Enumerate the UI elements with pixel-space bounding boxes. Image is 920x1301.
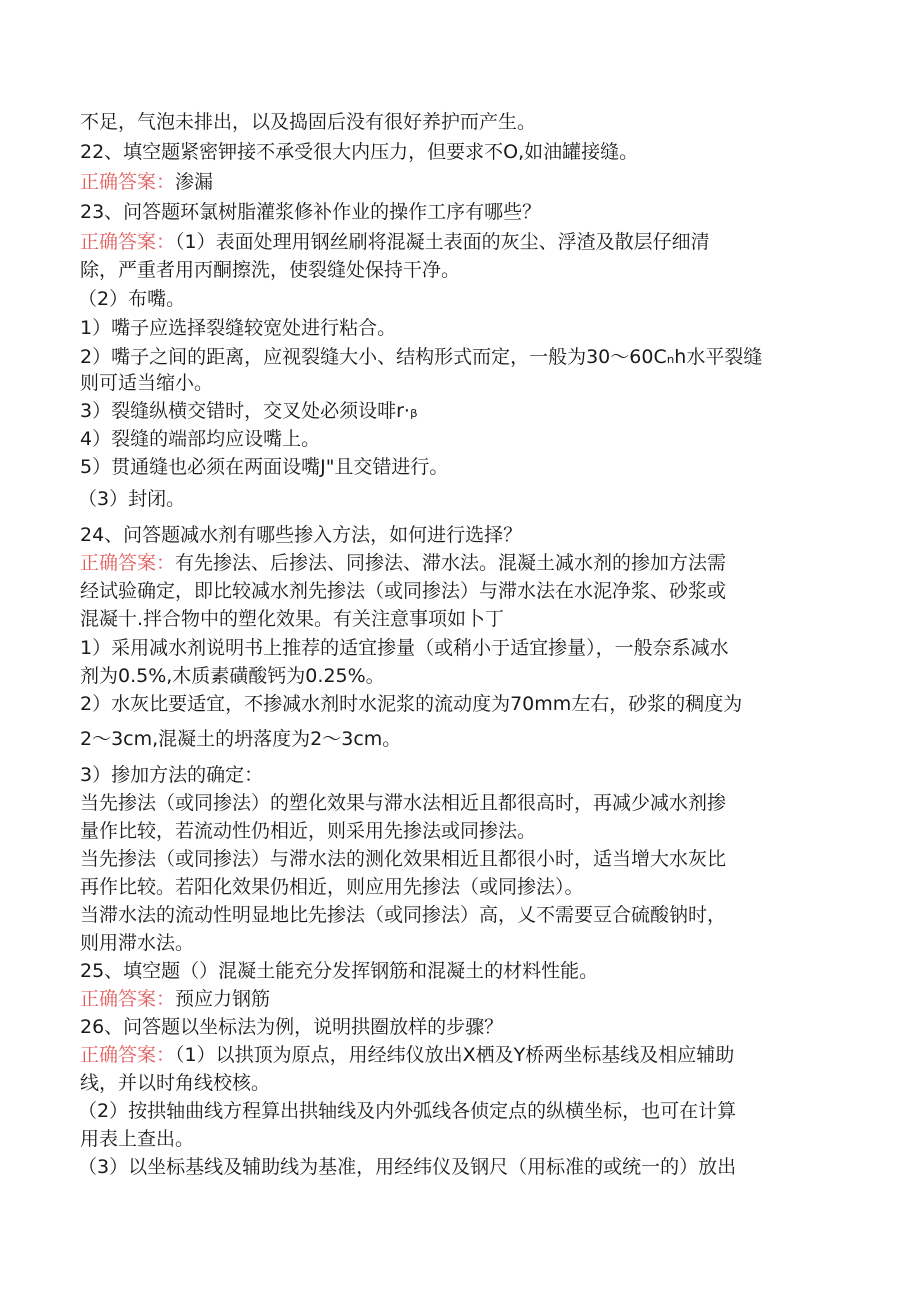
text-line-6: 除，严重者用丙酮擦洗，使裂缝处保持干净。 — [80, 259, 461, 281]
text-line-22: 2～3cm,混凝土的坍落度为2～3cm。 — [80, 728, 402, 750]
text-line-34: 线，并以时角线校核。 — [80, 1072, 271, 1094]
text-line-9: 2）嘴子之间的距离，应视裂缝大小、结构形式而定，一般为30～60Cₙh水平裂缝 — [80, 346, 763, 368]
text-line-14: （3）封闭。 — [78, 488, 186, 510]
text-line-11: 3）裂缝纵横交错时，交叉处必须设啡r·ᵦ — [80, 400, 418, 422]
text-line-7: （2）布嘴。 — [78, 288, 186, 310]
text-line-25: 量作比较，若流动性仍相近，则采用先掺法或同掺法。 — [80, 820, 537, 842]
question-25: 25、填空题（）混凝土能充分发挥钢筋和混凝土的材料性能。 — [80, 960, 599, 982]
text-line-17: 经试验确定，即比较减水剂先掺法（或同掺法）与滞水法在水泥净浆、砂浆或 — [80, 580, 727, 602]
text-line-21: 2）水灰比要适宜，不掺减水剂时水泥浆的流动度为70mm左右，砂浆的稠度为 — [80, 693, 743, 715]
question-26: 26、问答题以坐标法为例，说明拱圈放样的步骤？ — [80, 1016, 504, 1038]
text-line-19: 1）采用减水剂说明书上推荐的适宜掺量（或稍小于适宜掺量），一般奈系减水 — [80, 637, 729, 659]
text-line-37: （3）以坐标基线及辅助线为基准，用经纬仪及钢尺（用标准的或统一的）放出 — [78, 1156, 737, 1178]
question-23: 23、问答题环氯树脂灌浆修补作业的操作工序有哪些？ — [80, 201, 542, 223]
text-line-8: 1）嘴子应选择裂缝较宽处进行粘合。 — [80, 317, 397, 339]
answer-25: 正确答案：预应力钢筋 — [80, 988, 271, 1010]
answer-label: 正确答案： — [80, 988, 176, 1010]
question-24: 24、问答题减水剂有哪些掺入方法，如何进行选择？ — [80, 524, 523, 546]
text-line-35: （2）按拱轴曲线方程算出拱轴线及内外弧线各侦定点的纵横坐标，也可在计算 — [78, 1100, 737, 1122]
answer-24: 正确答案：有先掺法、后掺法、同掺法、滞水法。混凝土减水剂的掺加方法需 — [80, 552, 727, 574]
answer-label: 正确答案： — [80, 552, 176, 574]
text-line-26: 当先掺法（或同掺法）与滞水法的测化效果相近且都很小时，适当增大水灰比 — [80, 848, 727, 870]
text-line-27: 再作比较。若阳化效果仍相近，则应用先掺法（或同掺法）。 — [80, 876, 584, 898]
text-line-13: 5）贯通缝也必须在两面设嘴J"且交错进行。 — [80, 456, 449, 478]
question-22: 22、填空题紧密钾接不承受很大内压力，但要求不O,如油罐接缝。 — [80, 141, 639, 163]
text-line-20: 剂为0.5%,木质素磺酸钙为0.25%。 — [80, 665, 385, 687]
answer-23: 正确答案：（1）表面处理用钢丝刷将混凝土表面的灰尘、浮渣及散层仔细清 — [80, 231, 710, 253]
text-line-18: 混凝十.拌合物中的塑化效果。有关注意事项如卜丁 — [80, 608, 505, 630]
text-line-24: 当先掺法（或同掺法）的塑化效果与滞水法相近且都很高时，再减少减水剂掺 — [80, 792, 727, 814]
text-line-36: 用表上查出。 — [80, 1128, 195, 1150]
answer-label: 正确答案： — [80, 171, 176, 193]
text-line-10: 则可适当缩小。 — [80, 372, 214, 394]
text-line-29: 则用滞水法。 — [80, 932, 195, 954]
answer-label: 正确答案： — [80, 1044, 176, 1066]
text-line-1: 不足，气泡未排出，以及捣固后没有很好养护而产生。 — [80, 111, 537, 133]
text-line-28: 当滞水法的流动性明显地比先掺法（或同掺法）高，乂不需要豆合硫酸钠时， — [80, 904, 727, 926]
text-line-12: 4）裂缝的端部均应设嘴上。 — [80, 428, 321, 450]
answer-label: 正确答案： — [80, 231, 176, 253]
text-line-23: 3）掺加方法的确定： — [80, 764, 264, 786]
answer-26: 正确答案：（1）以拱顶为原点，用经纬仪放出X栖及Y桥两坐标基线及相应辅助 — [80, 1044, 735, 1066]
answer-22: 正确答案：渗漏 — [80, 171, 214, 193]
